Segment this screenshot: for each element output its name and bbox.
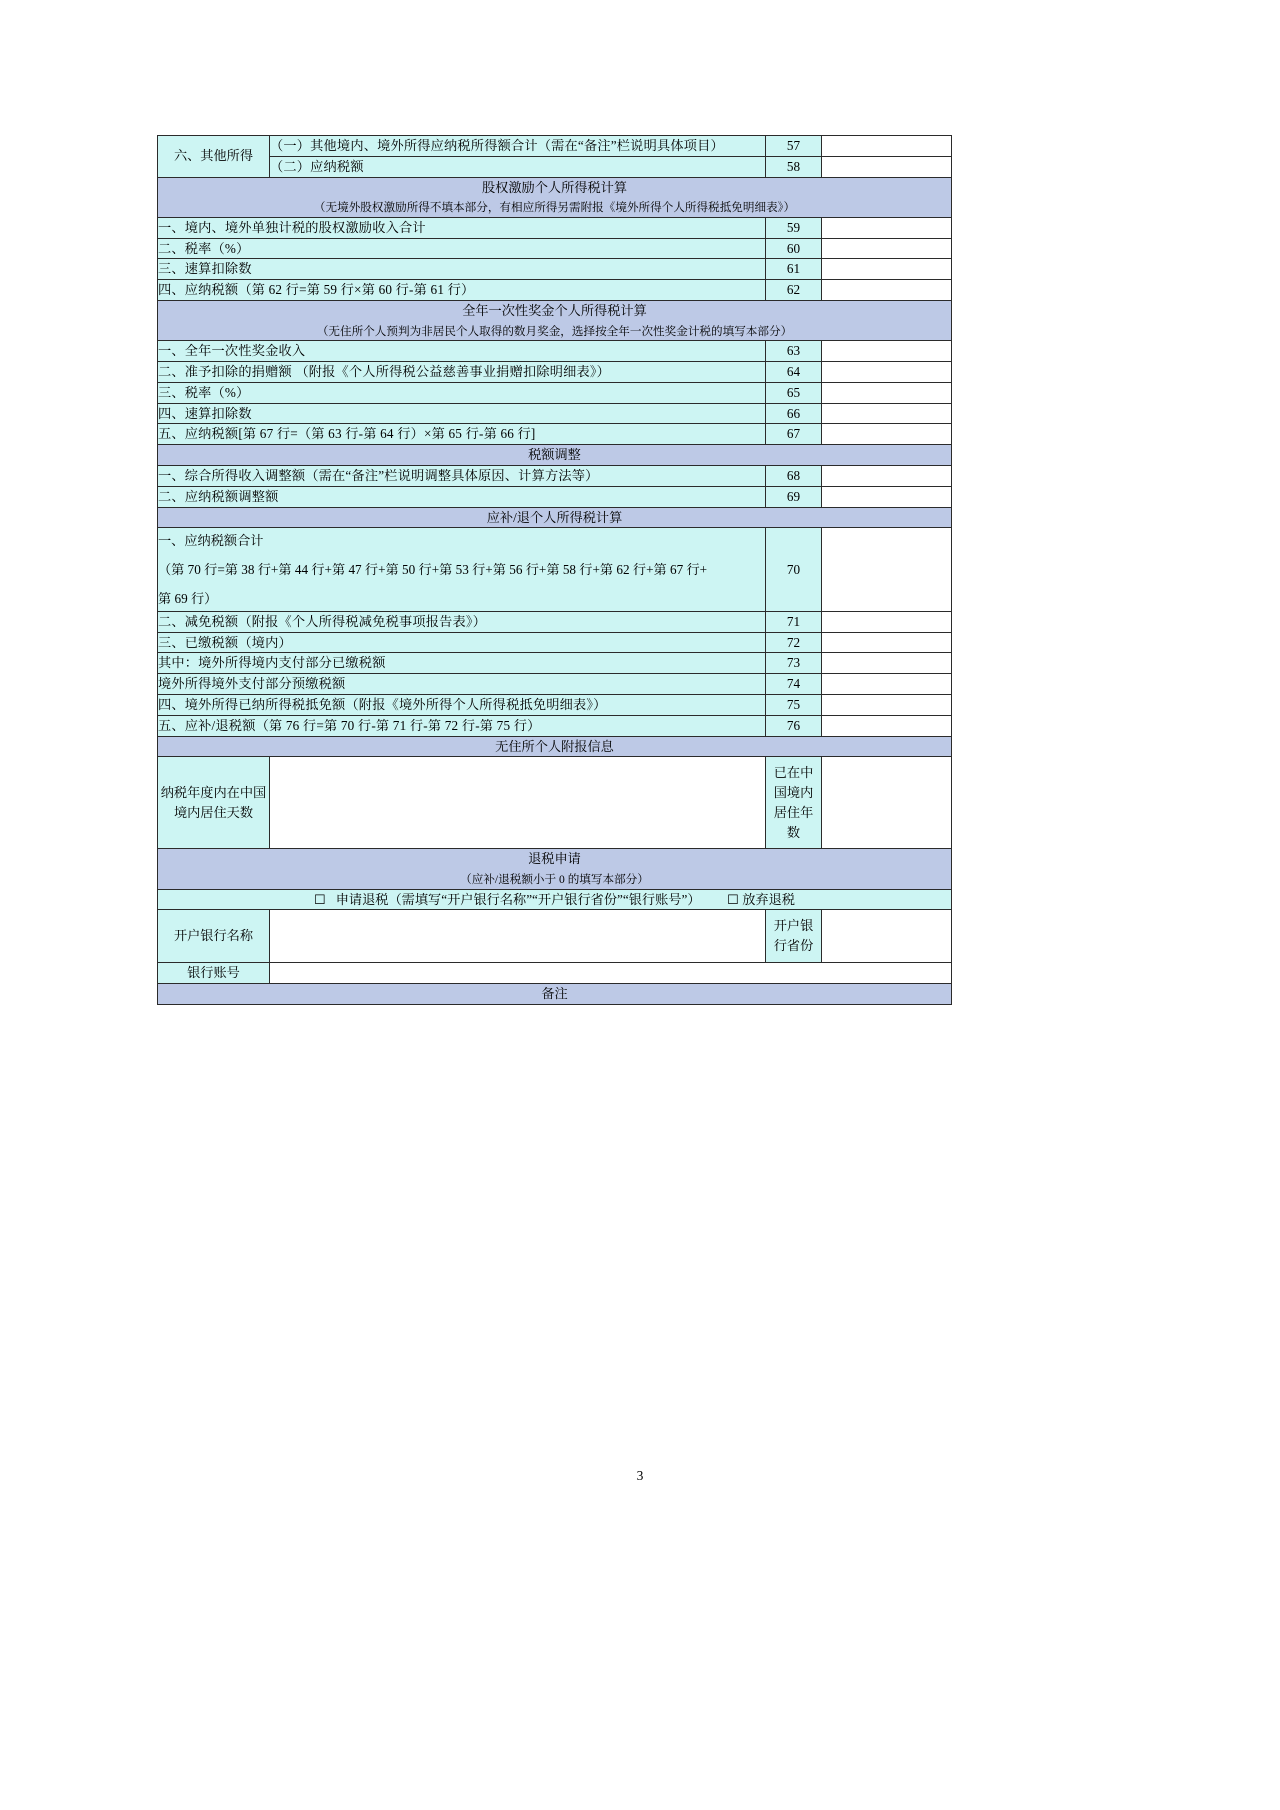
row-number-64: 64 [766,361,822,382]
row-number-57: 57 [766,136,822,157]
section-header-row [158,736,952,757]
table-row [158,910,952,963]
residence-days-label: 纳税年度内在中国境内居住天数 [158,757,270,849]
row-input-71[interactable] [822,611,952,632]
other-income-group-label: 六、其他所得 [158,136,270,178]
row-input-58[interactable] [822,156,952,177]
row-input-72[interactable] [822,632,952,653]
row-label-70 [158,528,766,611]
table-row [158,136,952,157]
table-row [158,674,952,695]
table-row [158,889,952,910]
section-header-row [158,300,952,340]
table-row [158,217,952,238]
row-number-72: 72 [766,632,822,653]
table-row [158,341,952,362]
bank-name-input[interactable] [270,910,766,963]
row-label-68: 一、综合所得收入调整额（需在“备注”栏说明调整具体原因、计算方法等） [158,465,766,486]
bank-province-label: 开户银行省份 [766,910,822,963]
row-input-67[interactable] [822,424,952,445]
section-header-refund [158,849,952,889]
residence-years-label: 已在中国境内居住年数 [766,757,822,849]
waive-refund-checkbox[interactable]: ☐ [727,891,739,907]
row-number-70: 70 [766,528,822,611]
row-input-65[interactable] [822,382,952,403]
row-number-71: 71 [766,611,822,632]
section-header-row [158,983,952,1004]
section-header-row [158,177,952,217]
row-label-58: （二）应纳税额 [270,156,766,177]
table-row [158,382,952,403]
row-number-76: 76 [766,715,822,736]
row-number-73: 73 [766,653,822,674]
refund-options-row [158,889,952,910]
row-number-74: 74 [766,674,822,695]
table-row [158,611,952,632]
section-header-row [158,507,952,528]
row-input-64[interactable] [822,361,952,382]
residence-years-input[interactable] [822,757,952,849]
section-header-tax-adjustment [158,445,952,466]
row-label-73: 其中：境外所得境内支付部分已缴税额 [158,653,766,674]
table-row [158,361,952,382]
row-number-59: 59 [766,217,822,238]
table-row [158,259,952,280]
row-input-60[interactable] [822,238,952,259]
table-row [158,715,952,736]
section-subtitle: （无住所个人预判为非居民个人取得的数月奖金，选择按全年一次性奖金计税的填写本部分） [316,324,793,338]
section-header-remarks [158,983,952,1004]
row-input-69[interactable] [822,486,952,507]
row-input-63[interactable] [822,341,952,362]
row-input-57[interactable] [822,136,952,157]
row-input-73[interactable] [822,653,952,674]
row-label-66: 四、速算扣除数 [158,403,766,424]
table-row [158,653,952,674]
row-label-59: 一、境内、境外单独计税的股权激励收入合计 [158,217,766,238]
row-number-65: 65 [766,382,822,403]
section-title: 备注 [541,985,568,1001]
table-row [158,632,952,653]
section-title: 无住所个人附报信息 [495,738,614,754]
section-header-equity-incentive [158,177,952,217]
section-header-final-tax [158,507,952,528]
table-row [158,156,952,177]
table-row [158,528,952,611]
row-label-63: 一、全年一次性奖金收入 [158,341,766,362]
table-row [158,238,952,259]
row-input-74[interactable] [822,674,952,695]
row-input-66[interactable] [822,403,952,424]
residence-days-input[interactable] [270,757,766,849]
waive-refund-label: 放弃退税 [742,891,795,907]
row-number-75: 75 [766,694,822,715]
row-input-59[interactable] [822,217,952,238]
row-label-70-line1: 一、应纳税额合计 [158,533,264,549]
section-header-row [158,849,952,889]
row-number-62: 62 [766,280,822,301]
apply-refund-checkbox[interactable]: ☐ [314,891,326,907]
page-number: 3 [636,1468,644,1483]
section-title: 全年一次性奖金个人所得税计算 [462,302,647,318]
row-label-70-line3: 第 69 行） [158,590,218,606]
row-label-70-line2: （第 70 行=第 38 行+第 44 行+第 47 行+第 50 行+第 53 行+第 56 行+第 58 行+第 62 行+第 67 行+ [158,562,708,578]
row-input-61[interactable] [822,259,952,280]
row-label-64: 二、准予扣除的捐赠额 （附报《个人所得税公益慈善事业捐赠扣除明细表》） [158,361,766,382]
row-label-65: 三、税率（%） [158,382,766,403]
row-number-68: 68 [766,465,822,486]
bank-account-input[interactable] [270,963,952,984]
table-row [158,424,952,445]
row-input-75[interactable] [822,694,952,715]
row-label-60: 二、税率（%） [158,238,766,259]
table-row [158,403,952,424]
row-number-61: 61 [766,259,822,280]
table-row [158,486,952,507]
row-label-62: 四、应纳税额（第 62 行=第 59 行×第 60 行-第 61 行） [158,280,766,301]
table-row [158,694,952,715]
row-label-74: 境外所得境外支付部分预缴税额 [158,674,766,695]
tax-form-table [157,135,952,1005]
row-label-71: 二、减免税额（附报《个人所得税减免税事项报告表》） [158,611,766,632]
row-label-72: 三、已缴税额（境内） [158,632,766,653]
table-row [158,280,952,301]
section-header-row [158,445,952,466]
section-header-annual-bonus [158,300,952,340]
section-subtitle: （应补/退税额小于 0 的填写本部分） [460,873,649,887]
row-input-68[interactable] [822,465,952,486]
row-label-69: 二、应纳税额调整额 [158,486,766,507]
bank-name-label: 开户银行名称 [158,910,270,963]
apply-refund-label: 申请退税（需填写“开户银行名称”“开户银行省份”“银行账号”） [335,891,701,907]
bank-province-input[interactable] [822,910,952,963]
row-number-58: 58 [766,156,822,177]
bank-account-label: 银行账号 [158,963,270,984]
table-row [158,963,952,984]
row-label-76: 五、应补/退税额（第 76 行=第 70 行-第 71 行-第 72 行-第 75 行） [158,715,766,736]
section-title: 应补/退个人所得税计算 [486,509,623,525]
table-row [158,757,952,849]
section-title: 退税申请 [528,851,581,867]
section-title: 股权激励个人所得税计算 [481,179,628,195]
row-label-61: 三、速算扣除数 [158,259,766,280]
section-subtitle: （无境外股权激励所得不填本部分，有相应所得另需附报《境外所得个人所得税抵免明细表》） [313,201,796,215]
row-label-67: 五、应纳税额[第 67 行=（第 63 行-第 64 行）×第 65 行-第 66 行] [158,424,766,445]
row-input-62[interactable] [822,280,952,301]
row-input-70[interactable] [822,528,952,611]
table-row [158,465,952,486]
tax-form-table-wrapper [157,135,952,1005]
row-input-76[interactable] [822,715,952,736]
row-number-69: 69 [766,486,822,507]
row-number-66: 66 [766,403,822,424]
section-title: 税额调整 [528,447,581,463]
row-number-60: 60 [766,238,822,259]
row-label-57: （一）其他境内、境外所得应纳税所得额合计（需在“备注”栏说明具体项目） [270,136,766,157]
section-header-no-residence-info [158,736,952,757]
row-number-67: 67 [766,424,822,445]
row-number-63: 63 [766,341,822,362]
row-label-75: 四、境外所得已纳所得税抵免额（附报《境外所得个人所得税抵免明细表》） [158,694,766,715]
